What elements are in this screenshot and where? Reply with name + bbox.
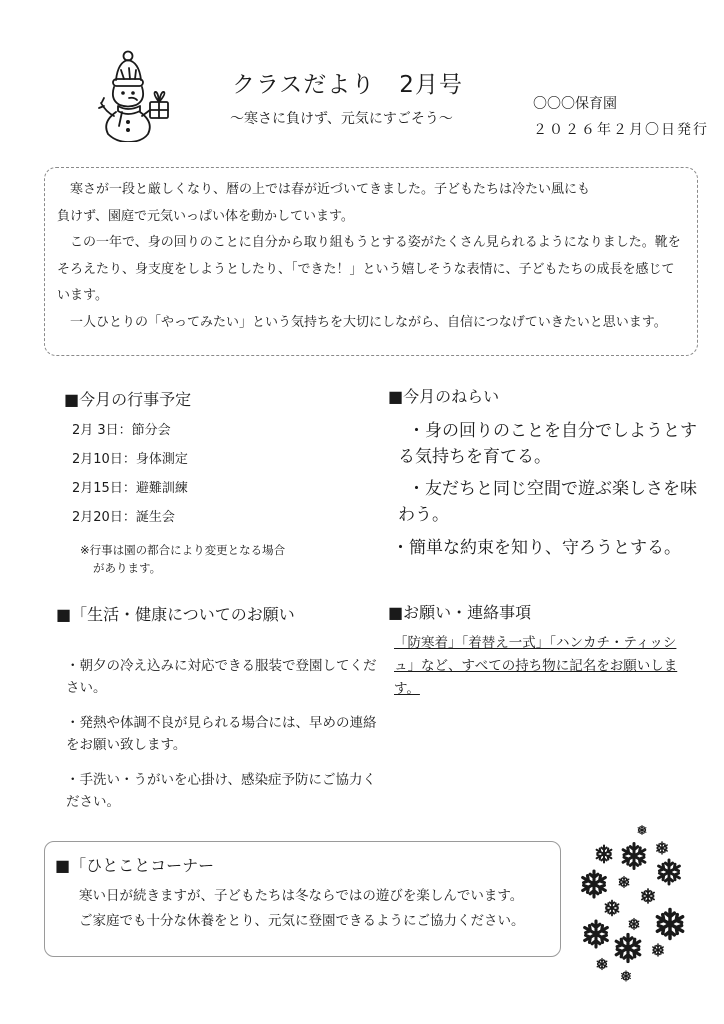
snowflake-icon <box>597 959 607 970</box>
snowflake-icon <box>597 846 612 863</box>
health-item: ・朝夕の冷え込みに対応できる服装で登園してください。 <box>66 658 377 696</box>
snowflake-icon <box>585 921 608 947</box>
event-item: 2月10日：身体測定 <box>72 452 188 467</box>
page-title: クラスだより 2月号 <box>232 72 463 98</box>
intro-paragraph: 寒さが一段と厳しくなり、暦の上では春が近づいてきました。子どもたちは冷たい風にも <box>70 182 591 197</box>
aim-item: ・簡単な約束を知り、守ろうとする。 <box>392 538 681 558</box>
event-item: 2月20日：誕生会 <box>72 510 175 525</box>
snowman-illustration <box>96 50 178 142</box>
intro-box <box>44 167 698 356</box>
corner-heading: ■「ひとことコーナー <box>55 856 215 875</box>
health-item: ・発熱や体調不良が見られる場合には、早めの連絡をお願い致します。 <box>66 715 377 753</box>
health-heading: ■「生活・健康についてのお願い <box>56 605 295 624</box>
snowflakes-decoration <box>572 820 692 990</box>
event-item: 2月 3日：節分会 <box>72 423 171 438</box>
intro-paragraph: この一年で、身の回りのことに自分から取り組もうとする姿がたくさん見られるようになりました。靴をそろえたり、身支度をしようとしたり、「できた！」という嬉しそうな表情に、子どもたちの成長を感じています。 <box>57 235 681 303</box>
aims-heading: ■今月のねらい <box>388 387 500 406</box>
snowflake-icon <box>638 826 646 835</box>
snowflake-icon <box>622 971 631 981</box>
snowflake-icon <box>657 842 667 854</box>
event-item: 2月15日：避難訓練 <box>72 481 188 496</box>
corner-line: 寒い日が続きますが、子どもたちは冬ならではの遊びを楽しんでいます。 <box>79 888 524 904</box>
intro-paragraph: 負けず、園庭で元気いっぱい体を動かしています。 <box>57 208 354 224</box>
snowflake-icon <box>605 901 618 916</box>
snowflake-icon <box>659 860 680 884</box>
snowflake-icon <box>629 919 639 930</box>
snowflake-icon <box>583 871 606 897</box>
events-note-line: ※行事は園の都合により変更となる場合 <box>80 543 286 557</box>
events-note <box>80 541 340 577</box>
issue-date: ２０２６年２月〇日発行 <box>533 122 709 138</box>
aim-item: ・友だちと同じ空間で遊ぶ楽しさを味わう。 <box>398 479 697 525</box>
corner-box <box>44 841 561 957</box>
snowflake-icon <box>623 844 645 869</box>
intro-paragraph: 一人ひとりの「やってみたい」という気持ちを大切にしながら、自信につなげていきたいと思います。 <box>70 314 667 330</box>
corner-line: ご家庭でも十分な休養をとり、元気に登園できるようにご協力ください。 <box>79 913 525 929</box>
snowflake-icon <box>653 944 663 956</box>
page-subtitle: 〜寒さに負けず、元気にすごそう〜 <box>230 111 453 127</box>
health-item: ・手洗い・うがいを心掛け、感染症予防にご協力ください。 <box>66 772 376 810</box>
contact-heading: ■お願い・連絡事項 <box>388 603 532 622</box>
snowflake-icon <box>642 889 654 903</box>
events-heading: ■今月の行事予定 <box>64 390 192 409</box>
school-name: 〇〇〇保育園 <box>533 96 617 112</box>
aim-item: ・身の回りのことを自分でしようとする気持ちを育てる。 <box>398 421 697 467</box>
contact-text: 「防寒着」「着替え一式」「ハンカチ・ティッシュ」など、すべての持ち物に記名をお願いします。 <box>394 635 678 697</box>
snowflake-icon <box>619 877 629 888</box>
events-note-line: があります。 <box>93 561 162 575</box>
snowflake-icon <box>616 935 639 962</box>
snowflake-icon <box>657 910 682 939</box>
